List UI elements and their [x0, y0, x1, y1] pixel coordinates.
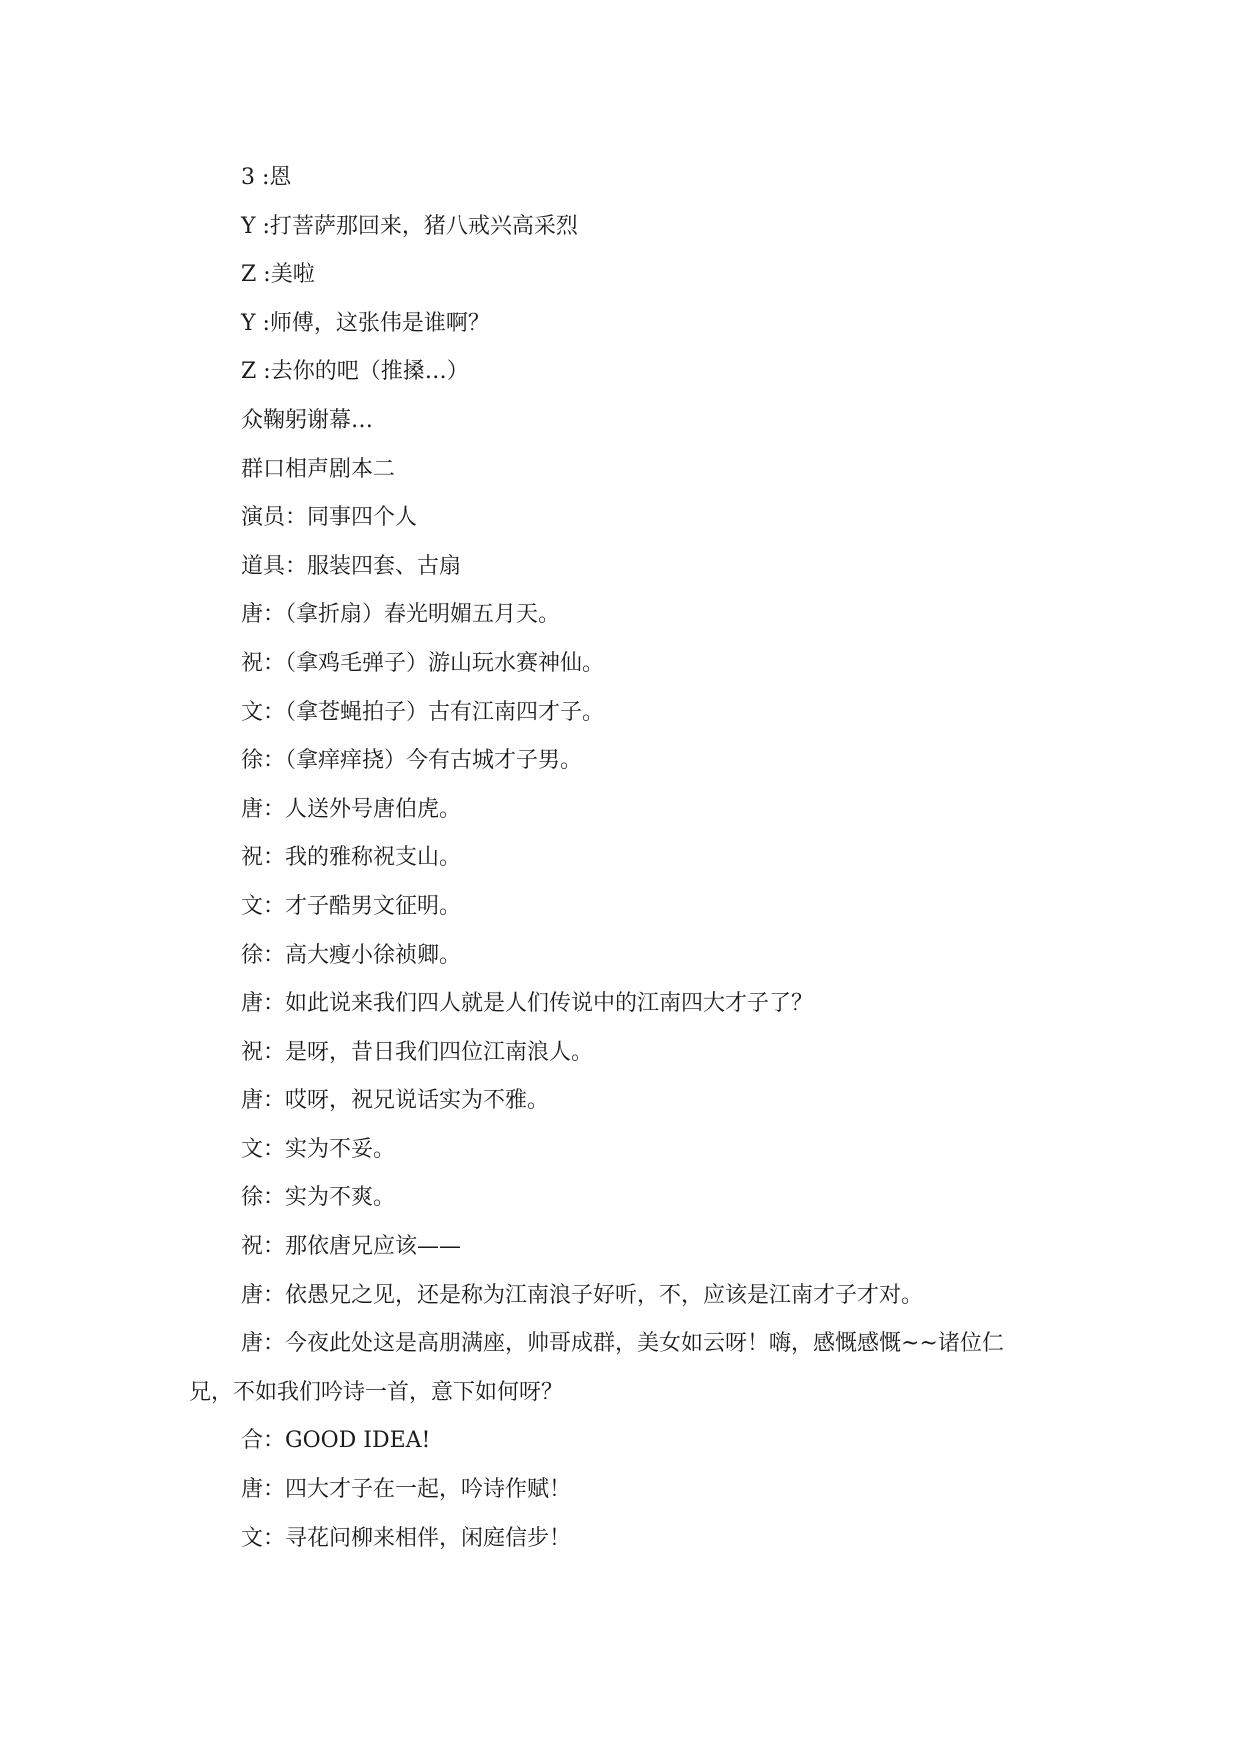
- text-line: 祝：我的雅称祝支山。: [241, 845, 462, 871]
- text-line: 唐：人送外号唐伯虎。: [241, 796, 462, 822]
- text-paragraph: 唐：今夜此处这是高朋满座，帅哥成群，美女如云呀！嗨，感慨感慨~~诸位仁兄，不如我们吟诗一首，意下如何呀？: [189, 1331, 1004, 1405]
- text-line: 文：（拿苍蝇拍子）古有江南四才子。: [241, 699, 605, 725]
- text-line: 唐：如此说来我们四人就是人们传说中的江南四大才子了？: [241, 991, 814, 1017]
- text-line: 祝：那依唐兄应该——: [241, 1234, 462, 1260]
- text-line: 合：GOOD IDEA!: [241, 1428, 431, 1454]
- text-line: 道具：服装四套、古扇: [241, 553, 462, 579]
- document-body: [189, 154, 1039, 1563]
- text-line: 文：才子酷男文征明。: [241, 893, 462, 919]
- text-line: 众鞠躬谢幕…: [241, 407, 374, 433]
- text-line: 3 :恩: [241, 165, 292, 190]
- text-line: 唐：哎呀，祝兄说话实为不雅。: [241, 1088, 550, 1114]
- text-line: Z :美啦: [241, 262, 315, 288]
- text-line: Y :打菩萨那回来，猪八戒兴高采烈: [241, 213, 578, 239]
- text-line: 唐：依愚兄之见，还是称为江南浪子好听，不，应该是江南才子才对。: [241, 1282, 924, 1308]
- text-line: 文：实为不妥。: [241, 1136, 396, 1162]
- text-line: 唐：（拿折扇）春光明媚五月天。: [241, 602, 561, 628]
- text-line: Z :去你的吧（推搡…）: [241, 359, 469, 385]
- text-line: 演员：同事四个人: [241, 505, 418, 531]
- text-line: Y :师傅，这张伟是谁啊？: [241, 310, 490, 336]
- text-line: 徐：（拿痒痒挠）今有古城才子男。: [241, 748, 583, 774]
- text-line: 徐：实为不爽。: [241, 1185, 396, 1211]
- text-line: 徐：高大瘦小徐祯卿。: [241, 942, 462, 968]
- text-line: 祝：（拿鸡毛弹子）游山玩水赛神仙。: [241, 650, 605, 676]
- section-title: 群口相声剧本二: [241, 456, 396, 482]
- text-line: 唐：四大才子在一起，吟诗作赋！: [241, 1477, 572, 1503]
- text-line: 文：寻花问柳来相伴，闲庭信步！: [241, 1525, 572, 1551]
- text-line: 祝：是呀，昔日我们四位江南浪人。: [241, 1039, 594, 1065]
